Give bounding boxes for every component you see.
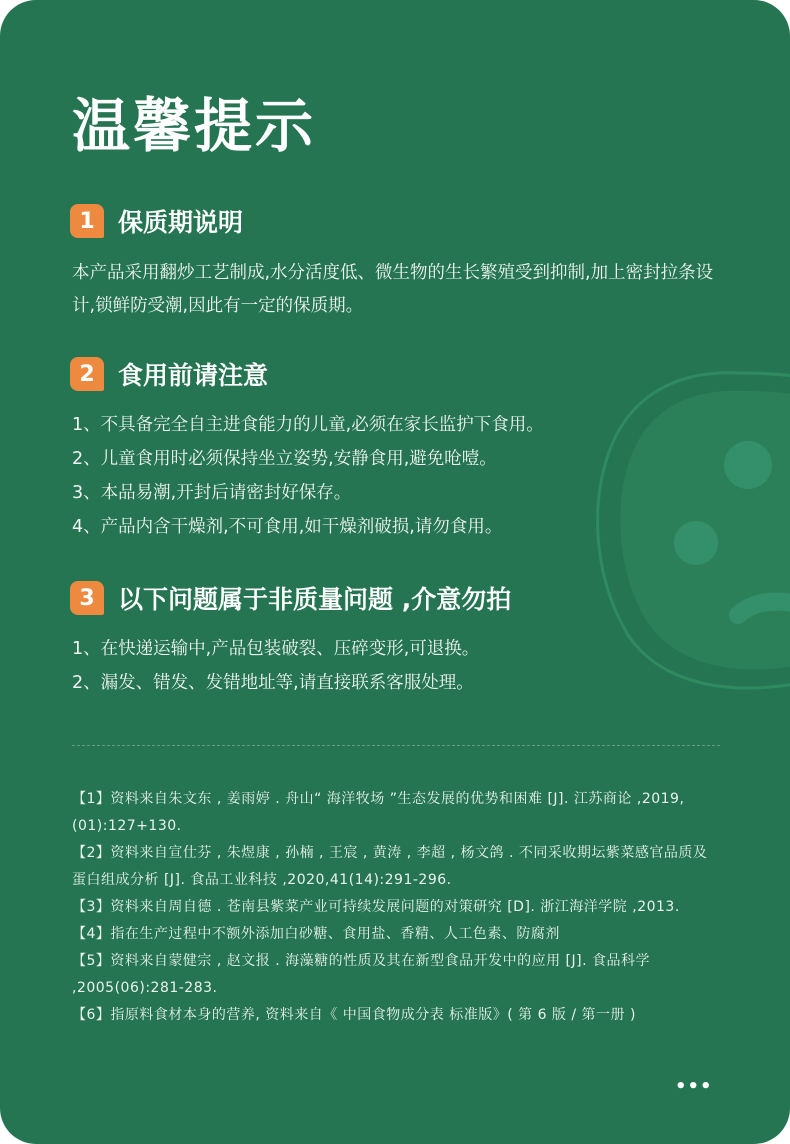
- list-item: 1、不具备完全自主进食能力的儿童,必须在家长监护下食用。: [72, 415, 544, 435]
- section-header-3: [70, 580, 511, 616]
- more-dots-icon[interactable]: •••: [675, 1076, 713, 1097]
- reference-item: 【6】指原料食材本身的营养, 资料来自《 中国食物成分表 标准版》( 第 6 版 / 第一册 ): [72, 1007, 636, 1023]
- precautions-list: [72, 408, 544, 544]
- section-number-badge: 3: [70, 581, 104, 615]
- references-list: [72, 786, 720, 1029]
- dashed-divider: [72, 745, 720, 746]
- reference-item: 【5】资料来自蒙健宗 , 赵文报 . 海藻糖的性质及其在新型食品开发中的应用 [J]. 食品科学 ,2005(06):281-283.: [72, 953, 651, 996]
- list-item: 1、在快递运输中,产品包装破裂、压碎变形,可退换。: [72, 639, 480, 659]
- seaweed-snack-icon: [588, 365, 790, 695]
- list-item: 2、儿童食用时必须保持坐立姿势,安静食用,避免呛噎。: [72, 449, 497, 469]
- reference-item: 【2】资料来自宣仕芬 , 朱煜康 , 孙楠 , 王宸 , 黄涛 , 李超 , 杨文鸽 . 不同采收期坛紫菜感官品质及蛋白组成分析 [J]. 食品工业科技 ,2020,41(14):291-296.: [72, 845, 708, 888]
- list-item: 2、漏发、错发、发错地址等,请直接联系客服处理。: [72, 673, 474, 693]
- section-title: 以下问题属于非质量问题 ,介意勿拍: [118, 585, 512, 614]
- reference-item: 【4】指在生产过程中不额外添加白砂糖、食用盐、香精、人工色素、防腐剂: [72, 926, 560, 942]
- reference-item: 【3】资料来自周自德 . 苍南县紫菜产业可持续发展问题的对策研究 [D]. 浙江海洋学院 ,2013.: [72, 899, 680, 915]
- section-header-2: [70, 356, 268, 392]
- section-number-badge: 2: [70, 357, 104, 391]
- section-number-badge: 1: [70, 204, 104, 238]
- non-quality-issues-list: [72, 632, 479, 700]
- list-item: 4、产品内含干燥剂,不可食用,如干燥剂破损,请勿食用。: [72, 517, 503, 537]
- shelf-life-description: 本产品采用翻炒工艺制成,水分活度低、微生物的生长繁殖受到抑制,加上密封拉条设计,锁鲜防受潮,因此有一定的保质期。: [72, 263, 714, 316]
- page-title: 温馨提示: [72, 92, 317, 160]
- section-title: 保质期说明: [118, 208, 244, 237]
- reference-item: 【1】资料来自朱文东 , 姜雨婷 . 舟山“ 海洋牧场 ”生态发展的优势和困难 [J]. 江苏商论 ,2019,(01):127+130.: [72, 791, 685, 834]
- section-title: 食用前请注意: [118, 361, 269, 390]
- list-item: 3、本品易潮,开封后请密封好保存。: [72, 483, 352, 503]
- section-header-1: [70, 203, 243, 239]
